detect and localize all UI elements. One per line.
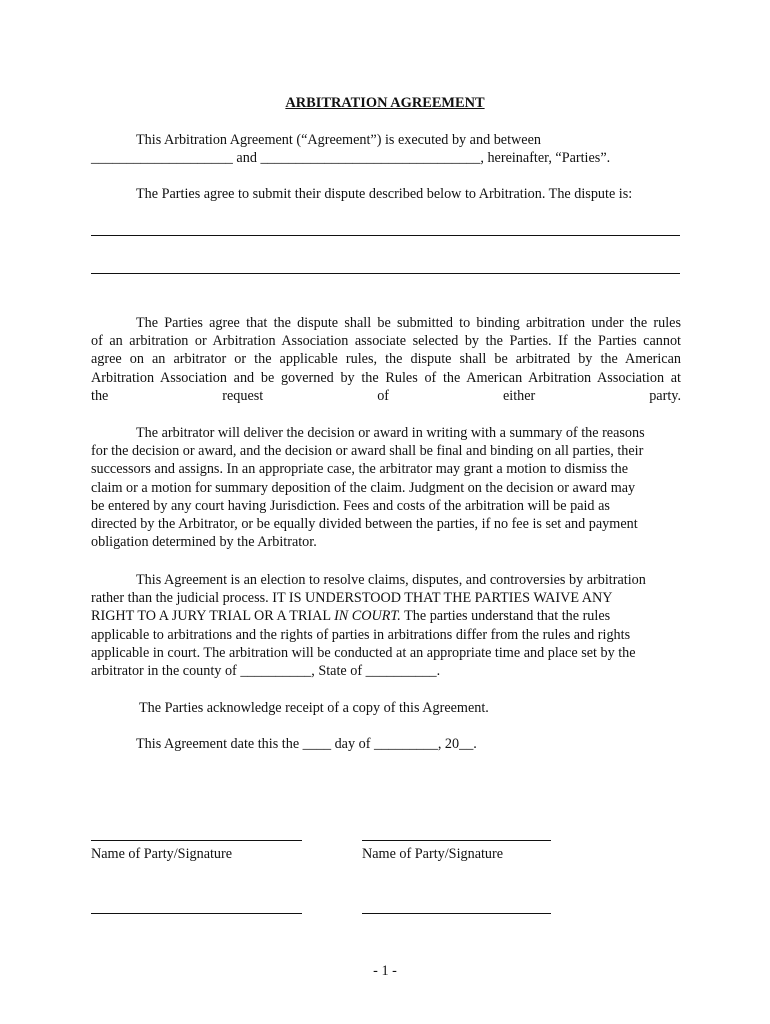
election-line: This Agreement is an election to resolve claims, disputes, and controversies by arbitration	[136, 572, 646, 588]
dispute-intro-paragraph	[91, 185, 681, 203]
signature-line-right-2	[362, 913, 551, 914]
intro-paragraph	[91, 131, 681, 167]
county-state-line: arbitrator in the county of __________, State of __________.	[91, 663, 441, 680]
signature-label-left: Name of Party/Signature	[91, 846, 233, 862]
election-paragraph	[91, 571, 681, 680]
date-line: This Agreement date this the ____ day of _________, 20__.	[136, 736, 477, 752]
election-line: applicable to arbitrations and the rights of parties in arbitrations differ from the rules and rights	[91, 626, 631, 643]
decision-line: obligation determined by the Arbitrator.	[91, 534, 317, 551]
election-line	[91, 607, 681, 625]
election-text: The parties understand that the rules	[400, 608, 611, 625]
signature-line-left-2	[91, 913, 302, 914]
decision-line: for the decision or award, and the decision or award shall be final and binding on all parties, their	[91, 443, 644, 460]
election-line: applicable in court. The arbitration will be conducted at an appropriate time and place set by the	[91, 644, 636, 661]
decision-line: successors and assigns. In an appropriate case, the arbitrator may grant a motion to dismiss the	[91, 461, 629, 478]
acknowledge-line: The Parties acknowledge receipt of a copy of this Agreement.	[139, 700, 489, 716]
decision-paragraph	[91, 424, 681, 551]
page-number: - 1 -	[373, 963, 397, 979]
signature-line-right-1	[362, 840, 551, 841]
in-court-emphasis: IN COURT.	[334, 608, 401, 625]
dispute-blank-line-2	[91, 273, 680, 274]
signature-label-right: Name of Party/Signature	[362, 846, 504, 862]
rules-line: The Parties agree that the dispute shall be submitted to binding arbitration under the rules	[136, 315, 681, 331]
document-title: ARBITRATION AGREEMENT	[285, 95, 485, 111]
decision-line: be entered by any court having Jurisdiction. Fees and costs of the arbitration will be paid as	[91, 497, 610, 514]
decision-line: claim or a motion for summary deposition of the claim. Judgment on the decision or award may	[91, 479, 636, 496]
dispute-blank-line-1	[91, 235, 680, 236]
intro-line: This Arbitration Agreement (“Agreement”) is executed by and between	[136, 132, 541, 148]
acknowledge-paragraph	[91, 699, 681, 717]
rules-paragraph	[91, 314, 681, 405]
date-paragraph	[91, 735, 681, 753]
decision-line: directed by the Arbitrator, or be equally divided between the parties, if no fee is set and payment	[91, 516, 638, 533]
election-text: RIGHT TO A JURY TRIAL OR A TRIAL	[91, 608, 335, 625]
rules-line: the request of either party.	[91, 387, 681, 404]
rules-line: agree on an arbitrator or the applicable rules, the dispute shall be arbitrated by the American	[91, 351, 681, 368]
rules-line: Arbitration Association and be governed by the Rules of the American Arbitration Association at	[91, 369, 681, 386]
dispute-intro-line: The Parties agree to submit their dispute described below to Arbitration. The dispute is:	[136, 186, 633, 202]
signature-line-left-1	[91, 840, 302, 841]
intro-parties-line: ____________________ and _______________________________, hereinafter, “Parties”.	[91, 150, 611, 167]
rules-line: of an arbitration or Arbitration Association associate selected by the Parties. If the Parties cannot	[91, 333, 681, 350]
election-line: rather than the judicial process. IT IS UNDERSTOOD THAT THE PARTIES WAIVE ANY	[91, 590, 613, 607]
decision-line: The arbitrator will deliver the decision or award in writing with a summary of the reasons	[136, 425, 645, 441]
